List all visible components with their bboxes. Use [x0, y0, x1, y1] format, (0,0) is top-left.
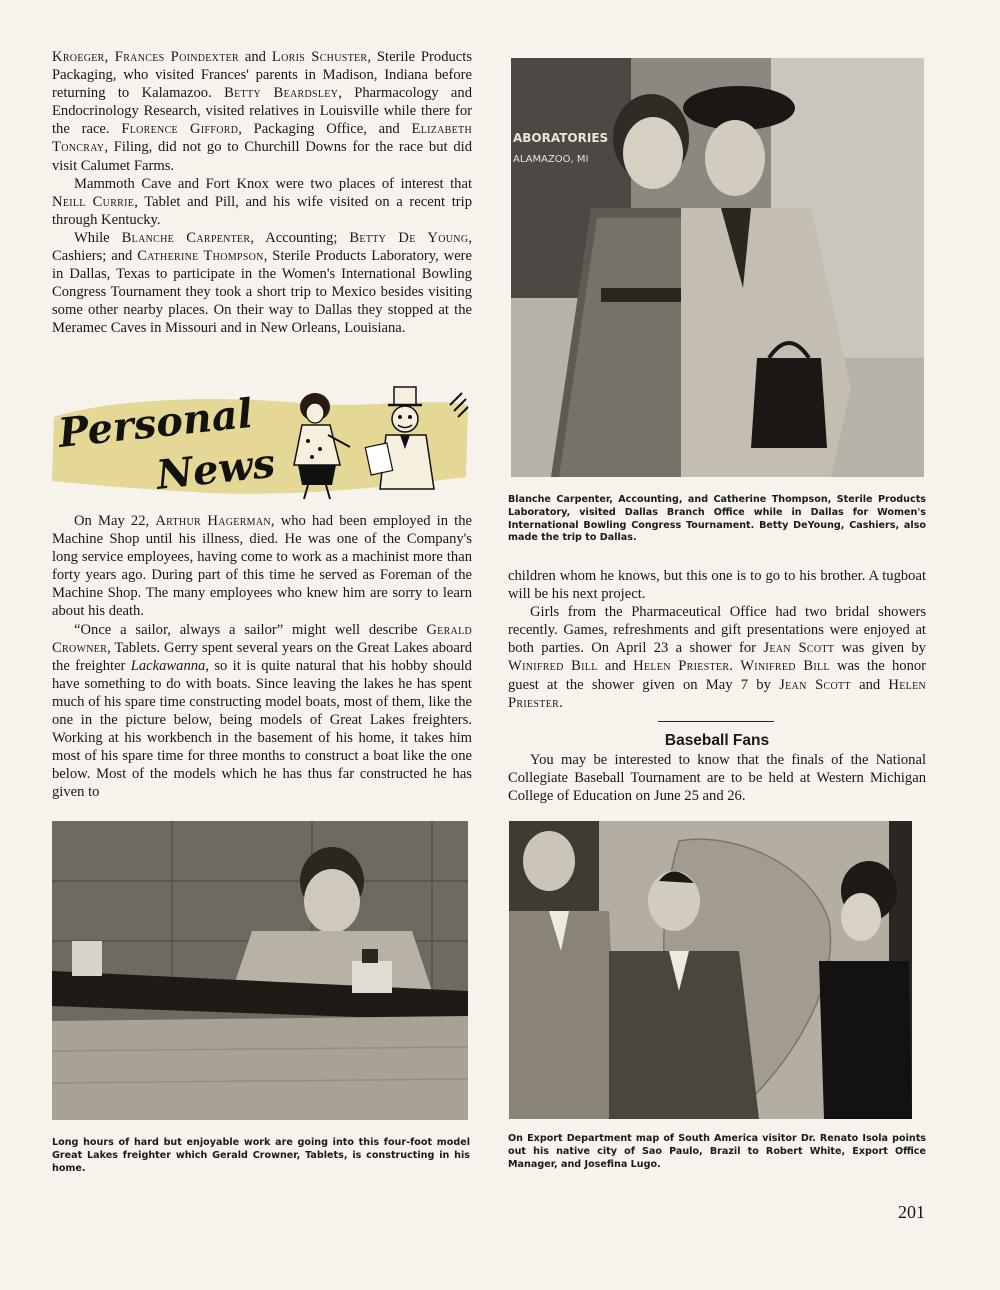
- text-run: was given by: [834, 640, 926, 657]
- photo-sign-line1: ABORATORIES: [513, 131, 609, 145]
- text-run: so it is quite natural that his hobby should have something to do with boats. Since leaving the lakes he has spent much of his spare time constructing model boats, most of them, like the one in the picture below, being models of Great Lakes freighters. Working at his workbench in the basement of his home, it takes him most of his spare time for three months to construct a boat like the one below. Most of the models which he has thus far constructed he has given to: [52, 657, 472, 801]
- person-name: Arthur Hagerman: [155, 513, 271, 529]
- section-divider: [658, 721, 774, 722]
- photo-export-department-map: [509, 821, 912, 1119]
- text-run: and: [850, 676, 889, 693]
- person-name: Winifred Bill: [508, 658, 598, 675]
- left-column-top-text: [52, 48, 472, 338]
- person-name: Betty De Young: [349, 229, 469, 246]
- caption-top-right: Blanche Carpenter, Accounting, and Catherine Thompson, Sterile Products Laboratory, visited Dallas Branch Office while in Dallas for Women's International Bowling Congress Tournament. Betty DeYoung, Cashiers, also made the trip to Dallas.: [508, 494, 926, 544]
- paragraph-hagerman-obituary: [52, 512, 472, 621]
- text-run: , Sterile Products Packaging, who visited Frances' parents in Madison, Indiana before returning to Kalamazoo.: [52, 49, 473, 102]
- text-run: , who had been employed in the Machine Shop until his illness, died. He was one of the Company's long service employees, having come to work as a machinist more than forty years ago. During part of this time he served as Foreman of the Machine Shop. The many employees who knew him are sorry to learn about his death.: [52, 513, 472, 620]
- person-name: Catherine Thompson: [137, 248, 264, 265]
- person-name: Elizabeth Toncray: [52, 121, 472, 156]
- right-column-middle-text: [508, 567, 926, 712]
- text-run: , Tablets. Gerry spent several years on the Great Lakes aboard the freighter: [52, 639, 472, 674]
- person-name: Florence Gifford: [121, 121, 239, 138]
- text-run: , Filing, did not go to Churchill Downs for the race but did visit Calumet Farms.: [52, 139, 472, 174]
- person-name: Helen Priester: [633, 658, 730, 675]
- photo-sign-line2: ALAMAZOO, MI: [513, 154, 589, 165]
- text-run: Lackawanna,: [130, 657, 210, 674]
- paragraph-baseball-tournament: [508, 751, 926, 805]
- person-name: Blanche Carpenter: [121, 229, 251, 246]
- paragraph-tugboat: children whom he knows, but this one is to go to his brother. A tugboat will be his next project.: [508, 568, 926, 603]
- text-run: , Pharmacology and Endocrinology Research, visited relatives in Louisville while there for the race.: [52, 85, 472, 138]
- paragraph-travel-kentucky: [52, 48, 472, 175]
- paragraph-crowner-boats: [52, 621, 472, 802]
- personal-news-banner: [50, 385, 470, 503]
- person-name: Kroeger, Frances Poindexter: [52, 49, 239, 65]
- text-run: , Accounting;: [250, 229, 350, 246]
- person-name: Winifred Bill: [740, 658, 830, 675]
- paragraph-mammoth-cave: [52, 175, 472, 229]
- text-run: , Cashiers; and: [52, 229, 472, 265]
- person-name: Loris Schuster: [271, 49, 368, 65]
- text-run: Girls from the Pharmaceutical Office had two bridal showers recently. Games, refreshments and gift presentations were enjoyed at both parties. On April 23 a shower for: [508, 604, 926, 657]
- person-name: Jean Scott: [779, 676, 851, 693]
- left-column-bottom-text: [52, 512, 472, 802]
- photo-crowner-model-freighter: [52, 821, 468, 1120]
- person-name: Betty Beardsley: [224, 85, 339, 102]
- caption-bottom-left: Long hours of hard but enjoyable work are going into this four-foot model Great Lakes freighter which Gerald Crowner, Tablets, is constructing in his home.: [52, 1137, 470, 1174]
- heading-baseball-fans: Baseball Fans: [664, 732, 770, 749]
- text-run: , Tablet and Pill, and his wife visited on a recent trip through Kentucky.: [52, 193, 472, 228]
- text-run: and: [239, 49, 272, 65]
- person-name: Neill Currie: [52, 193, 135, 210]
- baseball-text: You may be interested to know that the finals of the National Collegiate Baseball Tournament are to be held at Western Michigan College of Education on June 25 and 26.: [508, 752, 926, 805]
- text-run: On May 22,: [74, 513, 156, 529]
- text-run: Mammoth Cave and Fort Knox were two places of interest that: [74, 175, 472, 192]
- person-name: Helen Priester: [508, 676, 927, 711]
- paragraph-dallas-trip: [52, 229, 472, 338]
- text-run: While: [74, 229, 122, 246]
- text-run: .: [559, 694, 563, 711]
- text-run: .: [729, 658, 741, 675]
- paragraph-bridal-showers: [508, 603, 926, 712]
- text-run: , Sterile Products Laboratory, were in Dallas, Texas to participate in the Women's International Bowling Congress Tournament they took a short trip to Mexico besides visiting some other nearby places. On their way to Dallas they stopped at the Meramec Caves in Missouri and in New Orleans, Louisiana.: [52, 248, 473, 337]
- page-number: 201: [898, 1202, 925, 1222]
- banner-title-line2: News: [154, 439, 278, 499]
- text-run: was the honor guest at the shower given on May 7 by: [508, 658, 927, 693]
- text-run: and: [597, 658, 634, 675]
- person-name: Jean Scott: [763, 640, 835, 657]
- personal-news-illustration: [50, 385, 470, 503]
- person-name: Gerald Crowner: [52, 621, 472, 656]
- photo-carpenter-thompson: [511, 58, 924, 477]
- text-run: “Once a sailor, always a sailor” might well describe: [74, 621, 427, 638]
- banner-title-line1: Personal: [56, 389, 255, 457]
- caption-bottom-right: On Export Department map of South America visitor Dr. Renato Isola points out his native city of Sao Paulo, Brazil to Robert White, Export Office Manager, and Josefina Lugo.: [508, 1133, 926, 1170]
- text-run: , Packaging Office, and: [238, 121, 412, 138]
